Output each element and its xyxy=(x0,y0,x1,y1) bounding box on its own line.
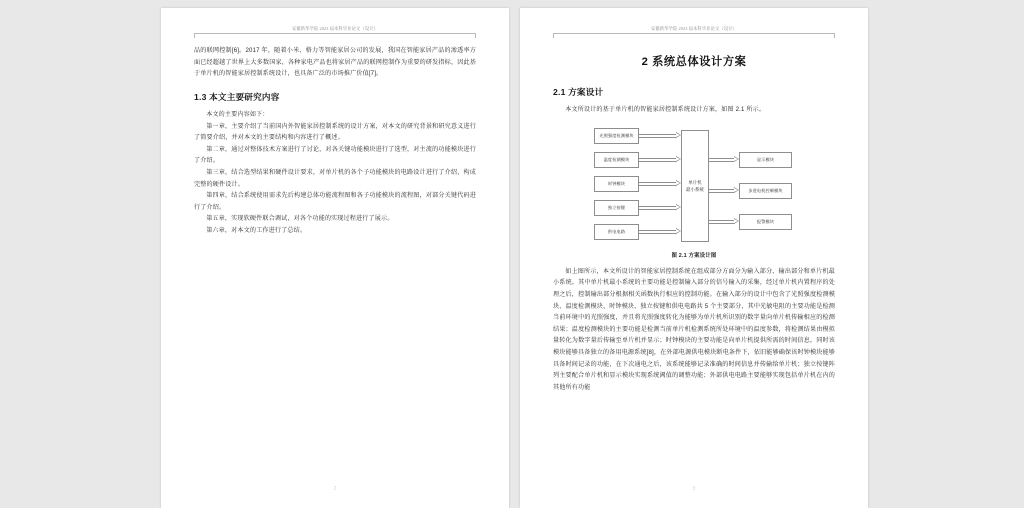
diagram-arrow xyxy=(639,182,681,186)
diagram-arrow xyxy=(709,189,739,193)
diagram-arrow xyxy=(639,206,681,210)
diagram-arrow xyxy=(639,134,681,138)
header-rule xyxy=(553,33,835,39)
document-page-right[interactable] xyxy=(520,8,868,508)
section-heading: 2.1 方案设计 xyxy=(553,87,604,98)
diagram-block-input: 独立按键 xyxy=(594,200,639,216)
document-page-left[interactable] xyxy=(161,8,509,508)
diagram-arrow xyxy=(639,230,681,234)
paragraph: 第四章，结合系统使用需求先后构建总体功能流程图和各子功能模块的流程图，对部分关键代码进行了介绍。 xyxy=(194,192,476,211)
paragraph: 第五章，实现软硬件联合调试，对各个功能的实现过程进行了展示。 xyxy=(206,215,394,223)
block-diagram xyxy=(587,124,801,246)
paragraph: 第三章，结合选型结果和硬件设计要求，对单片机的各个子功能模块的电路设计进行了介绍，构成完整的硬件设计。 xyxy=(194,168,476,188)
paragraph: 第二章，通过对整体技术方案进行了讨论，对各关键功能模块进行了选型，对主流的功能模块进行了介绍。 xyxy=(194,145,476,165)
chapter-title: 2 系统总体设计方案 xyxy=(641,56,747,69)
paragraph: 第六章，对本文的工作进行了总结。 xyxy=(206,226,307,234)
diagram-block-mcu xyxy=(681,130,709,242)
figure-caption: 图 2.1 方案设计图 xyxy=(671,252,717,259)
page-body xyxy=(194,45,476,236)
diagram-block-input: 供电电路 xyxy=(594,224,639,240)
paragraph: 本文所设计的基于单片机的智能家居控制系统设计方案，如图 2.1 所示。 xyxy=(565,106,766,114)
paragraph: 品的联网控制[6]。2017 年，随着小米、格力等智能家居公司的发展，我国在智能家居产品的渗透率方面已经超越了世界上大多数国家，各种家电产品也将家居产品的联网控制作为重要的研发指标，因此基于单片机的智能家居控制系统设计，也具备广泛的市场推广价值[7]。 xyxy=(194,47,476,78)
page-header: 安徽新华学院 2023 届本科毕业论文（设计） xyxy=(650,26,738,31)
paragraph: 如上图所示，本文所设计的智能家居控制系统在组成部分方面分为输入部分、输出部分和单片机最小系统。其中单片机最小系统的主要功能是控制输入部分的信号输入的采集，经过单片机内置程序的处理之后，控制输出部分根据相关函数执行相应的控制功能。在输入部分的设计中包含了光照强度检测模块、温度检测模块、时钟模块、独立按键和供电电路共 5 个主要部分，其中光敏电阻的主要功能是检测当前环境中的光照强度，并且将光照强度转化为能够为单片机所识别的数字量向单片机传输相应的检测结果；温度检测模块的主要功能是检测当前单片机检测系统所处环境中的温度参数，将检测结果由模拟量转化为数字量后传输至单片机并显示；时钟模块的主要功能是向单片机提供所需的时间信息，同时该模块能够具备独立的备用电源系统[8]，在外部电源供电模块断电条件下，依旧能够确保该时钟模块能够具备时间记录的功能，在下次通电之后，该系统能够记录准确的时间信息并传输给单片机；独立按键阵列主要配合单片机和显示模块实现系统阈值的调整功能；外部供电电路主要能够实现包括单片机在内的其他所有功能 xyxy=(553,267,835,391)
diagram-block-input: 温度检测模块 xyxy=(594,152,639,168)
diagram-block-output: 步进电机控制模块 xyxy=(739,183,792,199)
diagram-block-output: 报警模块 xyxy=(739,214,792,230)
section-heading: 1.3 本文主要研究内容 xyxy=(194,91,280,102)
diagram-arrow xyxy=(709,158,739,162)
paragraph: 第一章，主要介绍了当前国内外智能家居控制系统的设计方案，对本文的研究背景和研究意义进行了简要介绍，并对本文的主要结构和内容进行了概述。 xyxy=(194,122,476,142)
diagram-arrow xyxy=(709,220,739,224)
diagram-block-output: 显示模块 xyxy=(739,152,792,168)
page-number: 2 xyxy=(333,486,337,492)
diagram-arrow xyxy=(639,158,681,162)
page-body xyxy=(553,53,835,393)
diagram-block-mcu-line1: 单片机 xyxy=(688,179,702,185)
diagram-block-input: 光照强度检测模块 xyxy=(594,128,639,144)
diagram-block-mcu-line2: 最小系统 xyxy=(686,186,704,192)
header-rule xyxy=(194,33,476,39)
page-number: 3 xyxy=(692,486,696,492)
diagram-block-input: 时钟模块 xyxy=(594,176,639,192)
paragraph: 本文的主要内容如下： xyxy=(206,110,269,118)
page-header: 安徽新华学院 2023 届本科毕业论文（设计） xyxy=(291,26,379,31)
